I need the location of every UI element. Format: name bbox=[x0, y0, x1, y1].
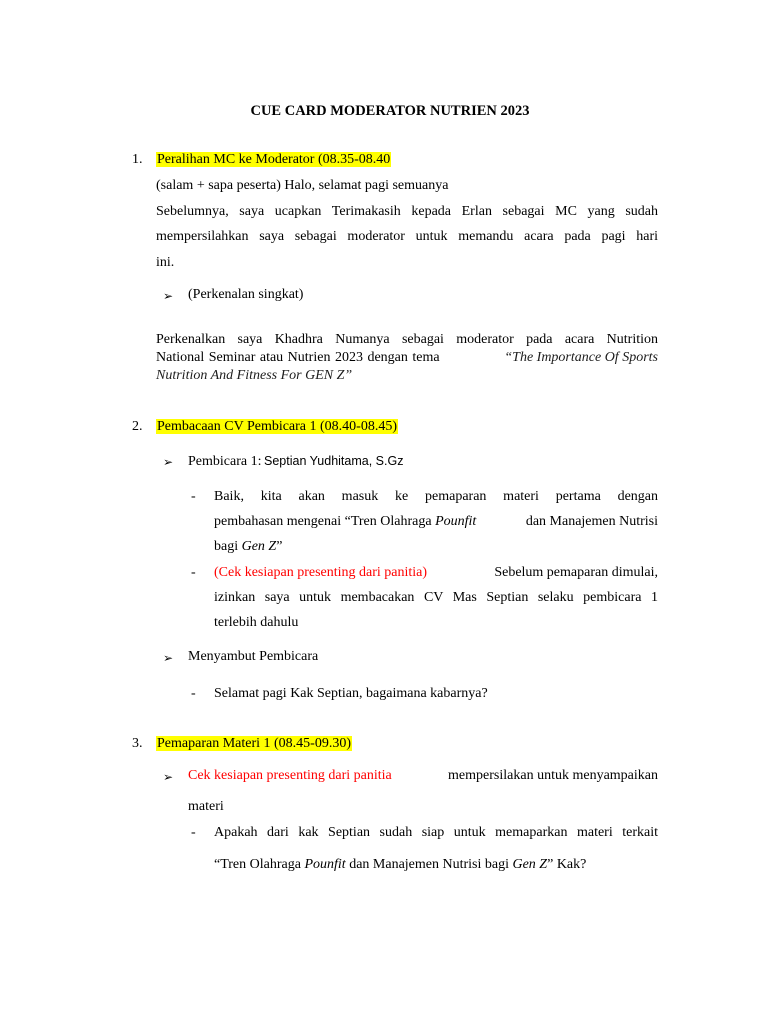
section-1-bullet: (Perkenalan singkat) bbox=[188, 287, 304, 302]
section-2-item-2-line-2: izinkan saya untuk membacakan CV Mas Septian selaku pembicara 1 bbox=[214, 590, 658, 605]
section-2-speaker: Pembicara 1: bbox=[188, 454, 262, 469]
section-2-item-1-line-3: bagi Gen Z” bbox=[214, 539, 283, 554]
section-1-number: 1. bbox=[132, 152, 143, 167]
section-2-bullet-2: Menyambut Pembicara bbox=[188, 649, 319, 664]
section-3-item-1-line-2: “Tren Olahraga Pounfit dan Manajemen Nutrisi bagi Gen Z” Kak? bbox=[214, 857, 587, 872]
section-3-bullet-line-1: Cek kesiapan presenting dari panitia mempersilakan untuk menyampaikan bbox=[188, 768, 658, 783]
section-2-item-1-line-2: pembahasan mengenai “Tren Olahraga Pounfit dan Manajemen Nutrisi bbox=[214, 514, 658, 529]
arrow-bullet-icon: ➢ bbox=[163, 770, 174, 784]
dash-bullet: - bbox=[191, 825, 196, 840]
arrow-bullet-icon: ➢ bbox=[163, 289, 174, 303]
section-1-intro-line-1: Perkenalkan saya Khadhra Numanya sebagai moderator pada acara Nutrition bbox=[156, 332, 658, 347]
section-2-speaker-name: Septian Yudhitama, S.Gz bbox=[264, 454, 404, 468]
document-title: CUE CARD MODERATOR NUTRIEN 2023 bbox=[250, 103, 530, 119]
section-2-number: 2. bbox=[132, 419, 143, 434]
section-1-greeting: (salam + sapa peserta) Halo, selamat pagi semuanya bbox=[156, 178, 449, 193]
section-1-thanks-line-3: ini. bbox=[156, 255, 175, 270]
section-2-item-1-line-1: Baik, kita akan masuk ke pemaparan materi pertama dengan bbox=[214, 489, 658, 504]
section-1-heading: Peralihan MC ke Moderator (08.35-08.40 bbox=[157, 152, 391, 167]
arrow-bullet-icon: ➢ bbox=[163, 651, 174, 665]
section-3-bullet-line-2: materi bbox=[188, 799, 224, 814]
section-2-item-2-line-3: terlebih dahulu bbox=[214, 615, 299, 630]
dash-bullet: - bbox=[191, 565, 196, 580]
section-2-heading: Pembacaan CV Pembicara 1 (08.40-08.45) bbox=[157, 419, 398, 434]
section-3-heading: Pemaparan Materi 1 (08.45-09.30) bbox=[157, 736, 351, 751]
arrow-bullet-icon: ➢ bbox=[163, 455, 174, 469]
dash-bullet: - bbox=[191, 686, 196, 701]
section-1-thanks-line-1: Sebelumnya, saya ucapkan Terimakasih kepada Erlan sebagai MC yang sudah bbox=[156, 204, 658, 219]
section-1-intro-theme: Nutrition And Fitness For GEN Z” bbox=[156, 368, 353, 383]
section-2-item-2-line-1: (Cek kesiapan presenting dari panitia) Sebelum pemaparan dimulai, bbox=[214, 565, 658, 580]
section-1-thanks-line-2: mempersilahkan saya sebagai moderator untuk memandu acara pada pagi hari bbox=[156, 229, 658, 244]
section-3-number: 3. bbox=[132, 736, 143, 751]
section-1-intro-line-2: National Seminar atau Nutrien 2023 dengan tema “The Importance Of Sports bbox=[156, 350, 658, 365]
section-3-item-1-line-1: Apakah dari kak Septian sudah siap untuk memaparkan materi terkait bbox=[214, 825, 658, 840]
section-2-item-3: Selamat pagi Kak Septian, bagaimana kabarnya? bbox=[214, 686, 488, 701]
dash-bullet: - bbox=[191, 489, 196, 504]
